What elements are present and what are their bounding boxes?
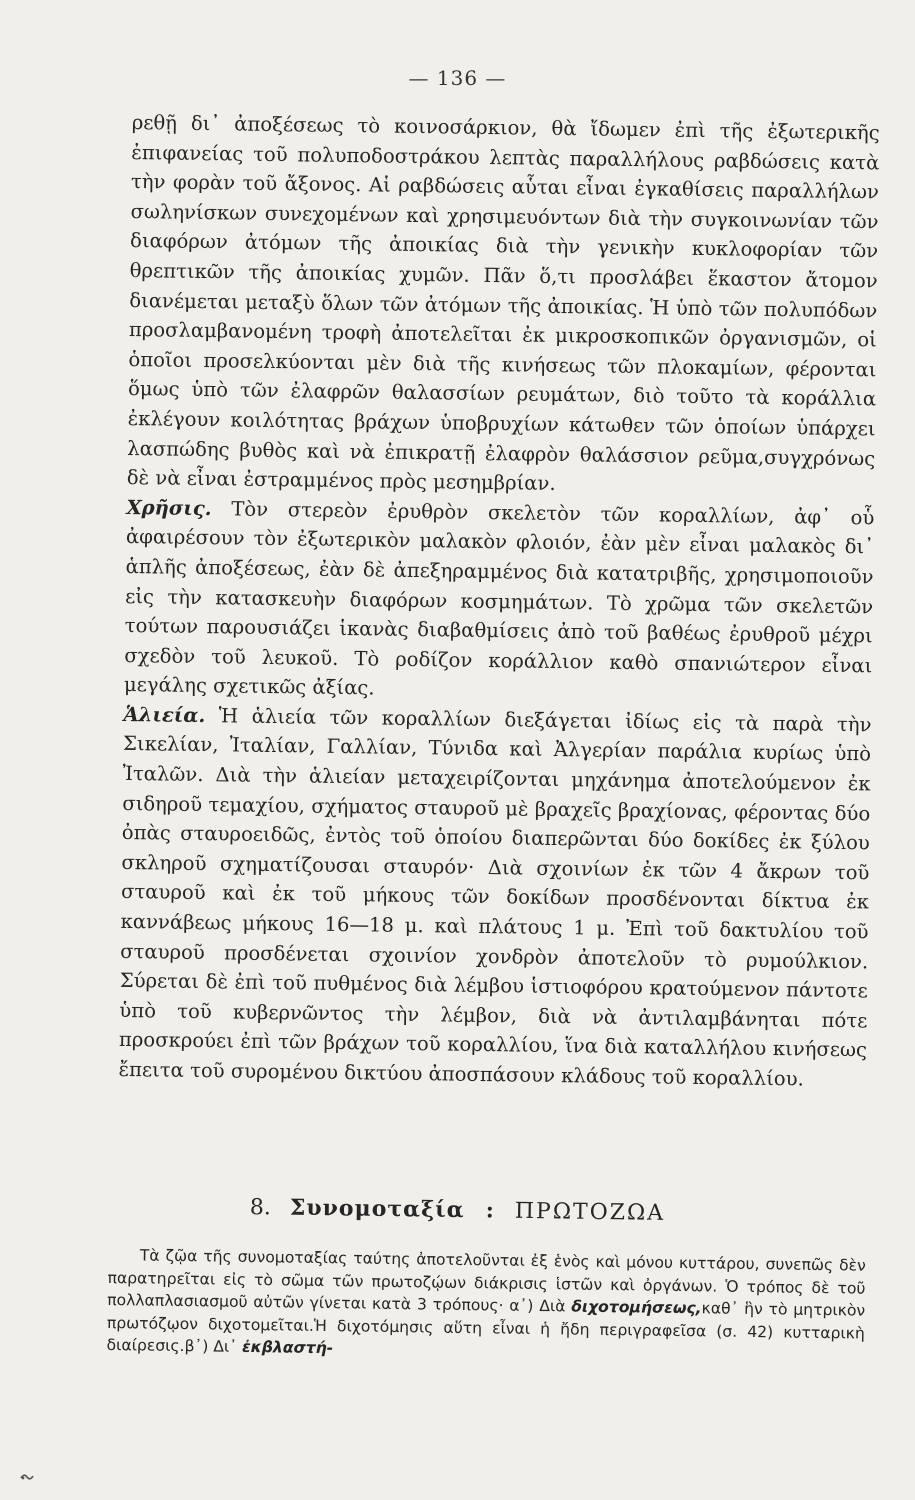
- protozoa-text-1: Τὰ ζῷα τῆς συνομοταξίας ταύτης ἀποτελοῦνται ἐξ ἑνὸς καὶ μόνου κυττάρου, συνεπῶς δὲν παρατηρεῖται εἰς τὸ σῶμα τῶν πρωτοζῴων διάκρισις ἱστῶν καὶ ὀργάνων. Ὁ τρόπος δὲ τοῦ πολλαπλασιασμοῦ αὐτῶν γίνεται κατὰ 3 τρόπους· α᾽) Διὰ: [107, 1246, 866, 1316]
- term-binary-fission: διχοτομήσεως,: [571, 1297, 702, 1318]
- fishing-text: Ἡ ἁλιεία τῶν κοραλλίων διεξάγεται ἰδίως εἰς τὰ παρὰ τὴν Σικελίαν, Ἰταλίαν, Γαλλίαν, Τύνιδα καὶ Ἀλγερίαν παράλια κυρίως ὑπὸ Ἰταλῶν. Διὰ τὴν ἁλιείαν μεταχειρίζονται μηχάνημα ἀποτελούμενον ἐκ σιδηροῦ τεμαχίου, σχήματος σταυροῦ μὲ βραχεῖς βραχίονας, φέροντας δύο ὀπὰς σταυροειδῶς, ἐντὸς τοῦ ὁποίου διαπερῶνται δύο δοκίδες ἐκ ξύλου σκληροῦ σχηματίζουσαι σταυρόν· Διὰ σχοινίων ἐκ τῶν 4 ἄκρων τοῦ σταυροῦ καὶ ἐκ τοῦ μήκους τῶν δοκίδων προσδένονται δίκτυα ἐκ καννάβεως μήκους 16—18 μ. καὶ πλάτους 1 μ. Ἐπὶ τοῦ δακτυλίου τοῦ σταυροῦ προσδένεται σχοινίον χονδρὸν ἀποτελοῦν τὸ ρυμούλκιον. Σύρεται δὲ ἐπὶ τοῦ πυθμένος διὰ λέμβου ἱστιοφόρου κρατούμενον πάντοτε ὑπὸ τοῦ κυβερνῶντος τὴν λέμβον, διὰ νὰ ἀντιλαμβάνηται πότε προσκρούει ἐπὶ τῶν βράχων τοῦ κοραλλίου, ἵνα διὰ καταλλήλου κινήσεως ἔπειτα τοῦ συρομένου δικτύου ἀποσπάσουν κλάδους τοῦ κοραλλίου.: [118, 703, 872, 1091]
- usage-heading: Χρῆσις.: [126, 495, 212, 520]
- fishing-heading: Ἁλιεία.: [123, 702, 206, 727]
- section-heading: [0, 1191, 915, 1230]
- paragraph-colony-nutrition: ρεθῇ δι᾽ ἀποξέσεως τὸ κοινοσάρκιον, θὰ ἴδωμεν ἐπὶ τῆς ἐξωτερικῆς ἐπιφανείας τοῦ πολυποδοστράκου λεπτὰς παραλλήλους ραβδώσεις κατὰ τὴν φορὰν τοῦ ἄξονος. Αἱ ραβδώσεις αὗται εἶναι ἐγκαθίσεις παραλλήλων σωληνίσκων συνεχομένων καὶ χρησιμευόντων διὰ τὴν συγκοινωνίαν τῶν διαφόρων ἀτόμων τῆς ἀποικίας διὰ τὴν γενικὴν κυκλοφορίαν τῶν θρεπτικῶν τῆς ἀποικίας χυμῶν. Πᾶν ὅ,τι προσλάβει ἕκαστον ἄτομον διανέμεται μεταξὺ ὅλων τῶν ἀτόμων τῆς ἀποικίας. Ἡ ὑπὸ τῶν πολυπόδων προσλαμβανομένη τροφὴ ἀποτελεῖται ἐκ μικροσκοπικῶν ὀργανισμῶν, οἱ ὁποῖοι προσελκύονται μὲν διὰ τῆς κινήσεως τῶν πλοκαμίων, φέρονται ὅμως ὑπὸ τῶν ἐλαφρῶν θαλασσίων ρευμάτων, διὸ τοῦτο τὰ κοράλλια ἐκλέγουν κοιλότητας βράχων ὑποβρυχίων κάτωθεν τῶν ὁποίων ὑπάρχει λασπώδης βυθὸς καὶ νὰ ἐπικρατῇ ἐλαφρὸν θαλάσσιον ρεῦμα,συγχρόνως δὲ νὰ εἶναι ἐστραμμένος πρὸς μεσημβρίαν.: [126, 110, 880, 496]
- usage-text: Τὸν στερεὸν ἐρυθρὸν σκελετὸν τῶν κοραλλίων, ἀφ᾽ οὗ ἀφαιρέσουν τὸν ἐξωτερικὸν μαλακὸν φλοιόν, ἐὰν μὲν εἶναι μαλακὸς δι᾽ ἁπλῆς ἀποξέσεως, ἐὰν δὲ ἀπεξηραμμένος διὰ κατατριβῆς, χρησιμοποιοῦν εἰς τὴν κατασκευὴν διαφόρων κοσμημάτων. Τὸ χρῶμα τῶν σκελετῶν τούτων παρουσιάζει ἱκανὰς διαβαθμίσεις ἀπὸ τοῦ βαθέως ἐρυθροῦ μέχρι σχεδὸν τοῦ λευκοῦ. Τὸ ροδίζον κοράλλιον καθὸ σπανιώτερον εἶναι μεγάλης σχετικῶς ἀξίας.: [123, 496, 875, 700]
- section-colon: :: [485, 1197, 494, 1224]
- print-mark-icon: [20, 1472, 34, 1481]
- protozoa-text-2: καθ᾽ ἣν τὸ μητρικὸν πρωτόζῳον διχοτομεῖται.Ἡ διχοτόμησις αὕτη εἶναι ἡ ἤδη περιγραφεῖσα (σ. 42) κυτταρικὴ διαίρεσις.β᾽) Δι᾽: [106, 1299, 866, 1357]
- term-budding: ἐκβλαστή-: [241, 1338, 334, 1358]
- small-text-block: [106, 1244, 866, 1368]
- main-text-block: [118, 108, 880, 1095]
- section-number: 8.: [249, 1195, 271, 1221]
- paragraph-fishing: [118, 700, 871, 1095]
- paragraph-usage: [124, 493, 875, 711]
- paragraph-protozoa: [106, 1244, 866, 1368]
- section-subject: ΠΡΩΤΟΖΩΑ: [514, 1198, 666, 1226]
- page-number: — 136 —: [408, 66, 507, 90]
- section-label: Συνομοταξία: [289, 1194, 465, 1224]
